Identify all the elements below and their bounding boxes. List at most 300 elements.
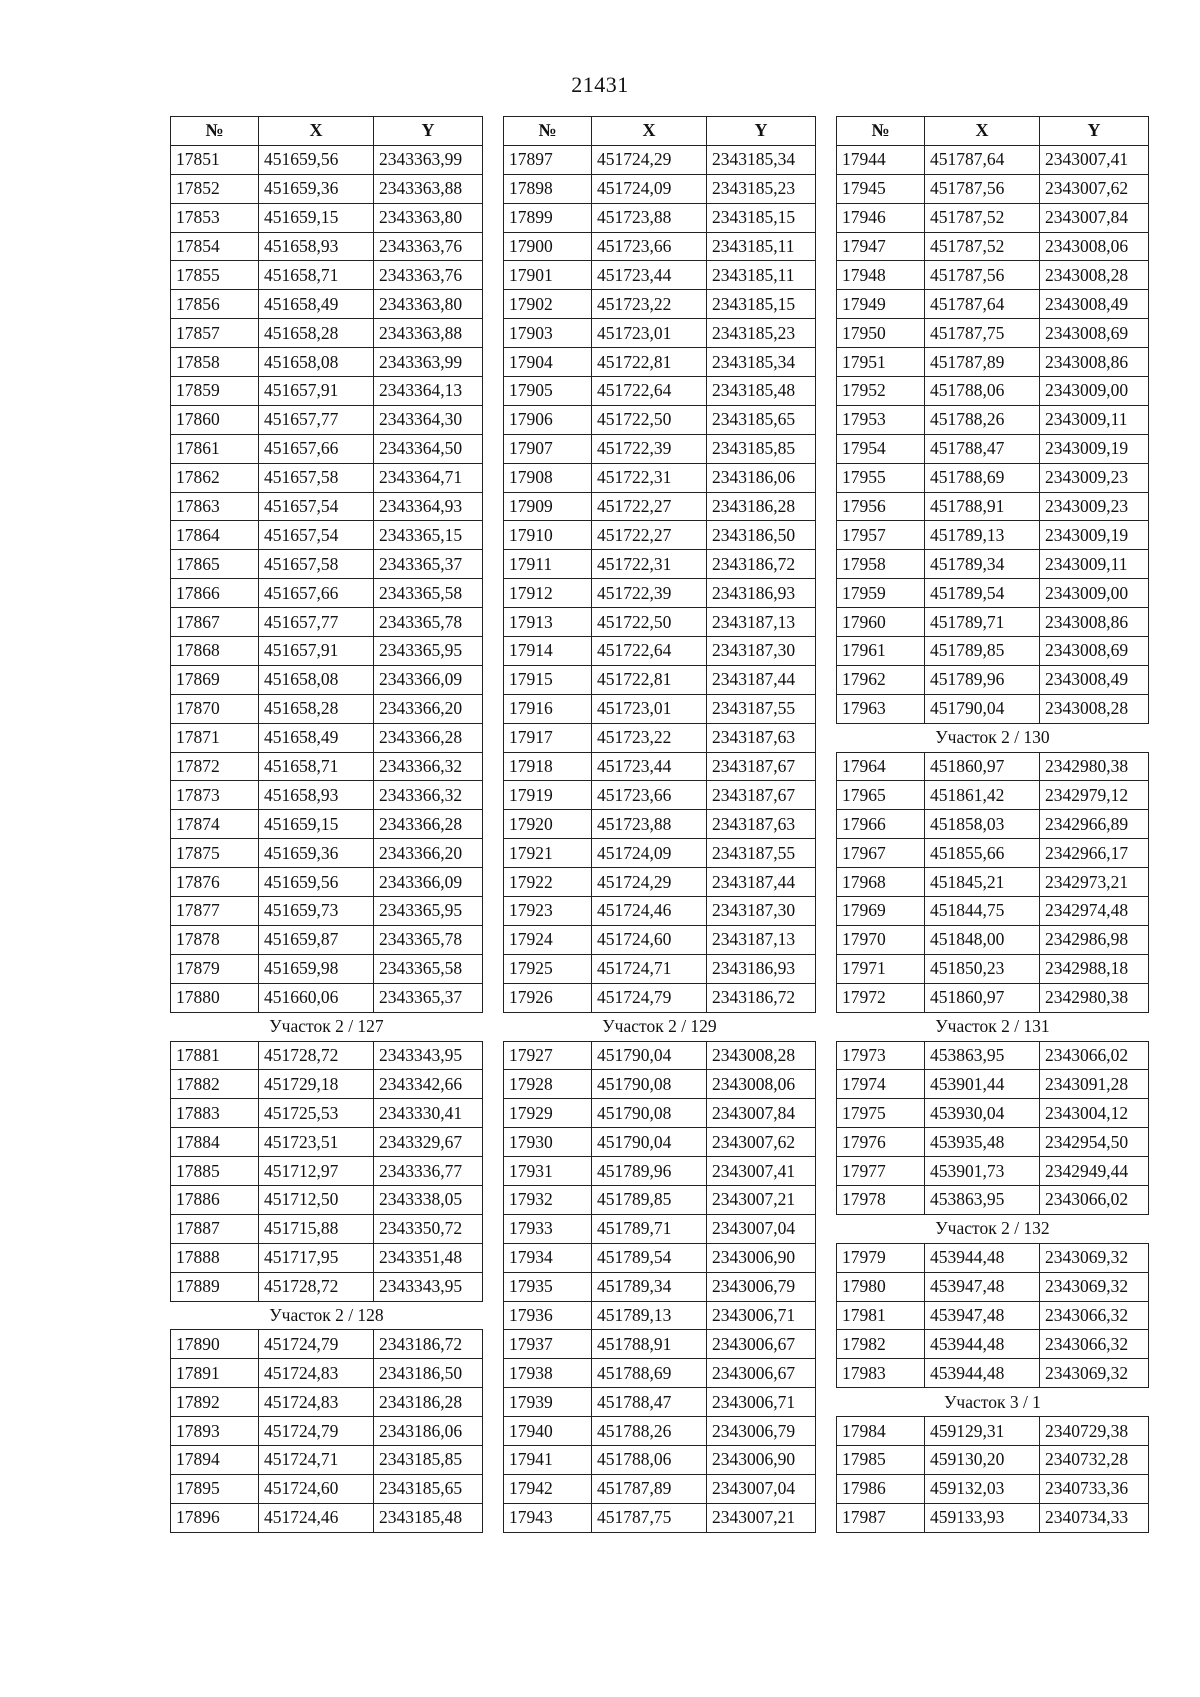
table-row — [171, 1330, 483, 1359]
point-number: 17937 — [504, 1330, 592, 1359]
y-coordinate: 2343365,15 — [374, 521, 483, 550]
point-number: 17855 — [171, 261, 259, 290]
x-coordinate: 453944,48 — [925, 1359, 1040, 1388]
x-coordinate: 451723,88 — [592, 203, 707, 232]
table-row — [171, 377, 483, 406]
x-coordinate: 451660,06 — [259, 983, 374, 1012]
x-coordinate: 451659,87 — [259, 925, 374, 954]
y-coordinate: 2343187,44 — [707, 868, 816, 897]
point-number: 17958 — [837, 550, 925, 579]
point-number: 17858 — [171, 348, 259, 377]
x-coordinate: 451659,73 — [259, 897, 374, 926]
x-coordinate: 451722,39 — [592, 434, 707, 463]
x-coordinate: 451788,91 — [925, 492, 1040, 521]
table-row — [504, 1041, 816, 1070]
table-row — [837, 550, 1149, 579]
x-coordinate: 451659,15 — [259, 810, 374, 839]
table-row — [837, 434, 1149, 463]
table-row — [837, 1041, 1149, 1070]
point-number: 17931 — [504, 1157, 592, 1186]
table-row — [504, 983, 816, 1012]
point-number: 17986 — [837, 1474, 925, 1503]
x-coordinate: 451712,97 — [259, 1157, 374, 1186]
x-coordinate: 451789,71 — [925, 608, 1040, 637]
y-coordinate: 2343185,23 — [707, 174, 816, 203]
point-number: 17943 — [504, 1503, 592, 1532]
y-coordinate: 2343006,67 — [707, 1330, 816, 1359]
x-coordinate: 451722,50 — [592, 405, 707, 434]
header-row — [171, 117, 483, 146]
y-coordinate: 2343186,50 — [707, 521, 816, 550]
table-row — [837, 868, 1149, 897]
table-row — [171, 174, 483, 203]
point-number: 17907 — [504, 434, 592, 463]
point-number: 17951 — [837, 348, 925, 377]
y-coordinate: 2343364,71 — [374, 463, 483, 492]
y-coordinate: 2340733,36 — [1040, 1474, 1149, 1503]
point-number: 17910 — [504, 521, 592, 550]
x-coordinate: 451657,54 — [259, 521, 374, 550]
point-number: 17916 — [504, 694, 592, 723]
y-coordinate: 2343187,67 — [707, 752, 816, 781]
x-coordinate: 451722,31 — [592, 550, 707, 579]
point-number: 17961 — [837, 637, 925, 666]
x-coordinate: 451659,98 — [259, 954, 374, 983]
x-coordinate: 451787,52 — [925, 203, 1040, 232]
y-coordinate: 2343364,93 — [374, 492, 483, 521]
x-coordinate: 451788,69 — [925, 463, 1040, 492]
point-number: 17863 — [171, 492, 259, 521]
table-row — [171, 1445, 483, 1474]
table-row — [171, 348, 483, 377]
x-coordinate: 451722,64 — [592, 377, 707, 406]
y-coordinate: 2340734,33 — [1040, 1503, 1149, 1532]
point-number: 17944 — [837, 145, 925, 174]
section-row — [837, 1012, 1149, 1041]
point-number: 17954 — [837, 434, 925, 463]
x-coordinate: 451658,08 — [259, 665, 374, 694]
table-row — [837, 781, 1149, 810]
table-row — [837, 954, 1149, 983]
x-coordinate: 451724,60 — [259, 1474, 374, 1503]
x-coordinate: 451659,15 — [259, 203, 374, 232]
point-number: 17885 — [171, 1157, 259, 1186]
x-coordinate: 451787,64 — [925, 290, 1040, 319]
x-coordinate: 451659,36 — [259, 174, 374, 203]
point-number: 17877 — [171, 897, 259, 926]
y-coordinate: 2343365,37 — [374, 550, 483, 579]
y-coordinate: 2343365,95 — [374, 897, 483, 926]
header-x: X — [259, 117, 374, 146]
x-coordinate: 453930,04 — [925, 1099, 1040, 1128]
section-title: Участок 2 / 129 — [504, 1012, 816, 1041]
section-title: Участок 2 / 131 — [837, 1012, 1149, 1041]
table-row — [837, 290, 1149, 319]
y-coordinate: 2343187,13 — [707, 925, 816, 954]
x-coordinate: 451724,29 — [592, 868, 707, 897]
table-row — [837, 521, 1149, 550]
y-coordinate: 2342973,21 — [1040, 868, 1149, 897]
table-row — [837, 1417, 1149, 1446]
table-row — [504, 925, 816, 954]
table-row — [171, 868, 483, 897]
table-row — [171, 1388, 483, 1417]
x-coordinate: 451788,91 — [592, 1330, 707, 1359]
y-coordinate: 2343009,23 — [1040, 492, 1149, 521]
point-number: 17936 — [504, 1301, 592, 1330]
x-coordinate: 451657,58 — [259, 463, 374, 492]
table-row — [171, 608, 483, 637]
x-coordinate: 451860,97 — [925, 983, 1040, 1012]
y-coordinate: 2343008,06 — [707, 1070, 816, 1099]
x-coordinate: 451789,96 — [592, 1157, 707, 1186]
point-number: 17971 — [837, 954, 925, 983]
x-coordinate: 451788,26 — [925, 405, 1040, 434]
table-row — [837, 405, 1149, 434]
point-number: 17972 — [837, 983, 925, 1012]
x-coordinate: 451723,44 — [592, 261, 707, 290]
y-coordinate: 2343363,80 — [374, 290, 483, 319]
y-coordinate: 2343186,72 — [707, 550, 816, 579]
point-number: 17869 — [171, 665, 259, 694]
y-coordinate: 2342966,89 — [1040, 810, 1149, 839]
x-coordinate: 451858,03 — [925, 810, 1040, 839]
point-number: 17905 — [504, 377, 592, 406]
point-number: 17890 — [171, 1330, 259, 1359]
y-coordinate: 2343066,32 — [1040, 1330, 1149, 1359]
x-coordinate: 451658,71 — [259, 261, 374, 290]
y-coordinate: 2343187,30 — [707, 897, 816, 926]
x-coordinate: 451788,47 — [592, 1388, 707, 1417]
section-title: Участок 2 / 127 — [171, 1012, 483, 1041]
point-number: 17915 — [504, 665, 592, 694]
y-coordinate: 2343185,15 — [707, 203, 816, 232]
y-coordinate: 2343187,44 — [707, 665, 816, 694]
point-number: 17964 — [837, 752, 925, 781]
y-coordinate: 2343185,23 — [707, 319, 816, 348]
y-coordinate: 2342949,44 — [1040, 1157, 1149, 1186]
table-row — [504, 1099, 816, 1128]
y-coordinate: 2343363,80 — [374, 203, 483, 232]
point-number: 17913 — [504, 608, 592, 637]
y-coordinate: 2342954,50 — [1040, 1128, 1149, 1157]
point-number: 17974 — [837, 1070, 925, 1099]
point-number: 17851 — [171, 145, 259, 174]
point-number: 17932 — [504, 1185, 592, 1214]
table-row — [504, 492, 816, 521]
table-row — [504, 1359, 816, 1388]
point-number: 17874 — [171, 810, 259, 839]
x-coordinate: 459133,93 — [925, 1503, 1040, 1532]
section-row — [837, 723, 1149, 752]
table-row — [837, 925, 1149, 954]
x-coordinate: 451658,93 — [259, 232, 374, 261]
point-number: 17859 — [171, 377, 259, 406]
y-coordinate: 2343004,12 — [1040, 1099, 1149, 1128]
table-row — [171, 1272, 483, 1301]
y-coordinate: 2343329,67 — [374, 1128, 483, 1157]
x-coordinate: 451657,91 — [259, 637, 374, 666]
table-row — [171, 1128, 483, 1157]
y-coordinate: 2343008,49 — [1040, 290, 1149, 319]
x-coordinate: 451789,85 — [592, 1185, 707, 1214]
page-number: 21431 — [571, 72, 629, 97]
point-number: 17891 — [171, 1359, 259, 1388]
y-coordinate: 2343338,05 — [374, 1185, 483, 1214]
section-row — [171, 1301, 483, 1330]
table-row — [504, 232, 816, 261]
table-row — [171, 434, 483, 463]
coordinates-table-2 — [503, 116, 815, 1533]
table-row — [171, 781, 483, 810]
x-coordinate: 451790,04 — [592, 1041, 707, 1070]
table-row — [837, 752, 1149, 781]
y-coordinate: 2343366,28 — [374, 723, 483, 752]
point-number: 17977 — [837, 1157, 925, 1186]
y-coordinate: 2343187,30 — [707, 637, 816, 666]
point-number: 17888 — [171, 1243, 259, 1272]
y-coordinate: 2343186,72 — [707, 983, 816, 1012]
table-row — [837, 232, 1149, 261]
x-coordinate: 451722,31 — [592, 463, 707, 492]
x-coordinate: 451724,46 — [592, 897, 707, 926]
x-coordinate: 451789,96 — [925, 665, 1040, 694]
x-coordinate: 451788,26 — [592, 1417, 707, 1446]
y-coordinate: 2343185,15 — [707, 290, 816, 319]
x-coordinate: 451787,56 — [925, 174, 1040, 203]
y-coordinate: 2343187,67 — [707, 781, 816, 810]
y-coordinate: 2343363,88 — [374, 319, 483, 348]
y-coordinate: 2343363,99 — [374, 348, 483, 377]
x-coordinate: 451717,95 — [259, 1243, 374, 1272]
x-coordinate: 451657,66 — [259, 434, 374, 463]
y-coordinate: 2343364,50 — [374, 434, 483, 463]
header-x: X — [592, 117, 707, 146]
x-coordinate: 451723,44 — [592, 752, 707, 781]
table-row — [837, 1301, 1149, 1330]
coordinates-table — [170, 116, 483, 1533]
y-coordinate: 2343185,48 — [707, 377, 816, 406]
point-number: 17975 — [837, 1099, 925, 1128]
table-row — [837, 983, 1149, 1012]
x-coordinate: 451657,91 — [259, 377, 374, 406]
table-row — [837, 1128, 1149, 1157]
x-coordinate: 451844,75 — [925, 897, 1040, 926]
header-x: X — [925, 117, 1040, 146]
x-coordinate: 451724,09 — [592, 839, 707, 868]
point-number: 17976 — [837, 1128, 925, 1157]
header-number: № — [504, 117, 592, 146]
point-number: 17854 — [171, 232, 259, 261]
y-coordinate: 2343066,02 — [1040, 1041, 1149, 1070]
point-number: 17947 — [837, 232, 925, 261]
y-coordinate: 2343009,19 — [1040, 521, 1149, 550]
point-number: 17942 — [504, 1474, 592, 1503]
y-coordinate: 2343006,90 — [707, 1445, 816, 1474]
x-coordinate: 451850,23 — [925, 954, 1040, 983]
point-number: 17924 — [504, 925, 592, 954]
x-coordinate: 453944,48 — [925, 1330, 1040, 1359]
table-row — [504, 1185, 816, 1214]
x-coordinate: 451658,93 — [259, 781, 374, 810]
x-coordinate: 451789,85 — [925, 637, 1040, 666]
y-coordinate: 2340729,38 — [1040, 1417, 1149, 1446]
x-coordinate: 451861,42 — [925, 781, 1040, 810]
x-coordinate: 451855,66 — [925, 839, 1040, 868]
y-coordinate: 2343351,48 — [374, 1243, 483, 1272]
x-coordinate: 451728,72 — [259, 1041, 374, 1070]
section-title: Участок 2 / 128 — [171, 1301, 483, 1330]
x-coordinate: 451860,97 — [925, 752, 1040, 781]
y-coordinate: 2343186,93 — [707, 579, 816, 608]
x-coordinate: 459132,03 — [925, 1474, 1040, 1503]
y-coordinate: 2343343,95 — [374, 1041, 483, 1070]
x-coordinate: 451657,58 — [259, 550, 374, 579]
point-number: 17871 — [171, 723, 259, 752]
x-coordinate: 451722,39 — [592, 579, 707, 608]
point-number: 17902 — [504, 290, 592, 319]
point-number: 17919 — [504, 781, 592, 810]
point-number: 17920 — [504, 810, 592, 839]
point-number: 17968 — [837, 868, 925, 897]
table-row — [837, 463, 1149, 492]
point-number: 17861 — [171, 434, 259, 463]
y-coordinate: 2342974,48 — [1040, 897, 1149, 926]
y-coordinate: 2343008,49 — [1040, 665, 1149, 694]
table-row — [504, 897, 816, 926]
point-number: 17953 — [837, 405, 925, 434]
y-coordinate: 2343350,72 — [374, 1214, 483, 1243]
point-number: 17862 — [171, 463, 259, 492]
table-row — [837, 810, 1149, 839]
table-row — [171, 1157, 483, 1186]
point-number: 17967 — [837, 839, 925, 868]
y-coordinate: 2343008,69 — [1040, 319, 1149, 348]
table-row — [504, 145, 816, 174]
x-coordinate: 451723,88 — [592, 810, 707, 839]
y-coordinate: 2343186,28 — [374, 1388, 483, 1417]
x-coordinate: 451724,71 — [259, 1445, 374, 1474]
x-coordinate: 451789,54 — [925, 579, 1040, 608]
point-number: 17980 — [837, 1272, 925, 1301]
y-coordinate: 2343365,58 — [374, 954, 483, 983]
point-number: 17906 — [504, 405, 592, 434]
point-number: 17895 — [171, 1474, 259, 1503]
y-coordinate: 2343091,28 — [1040, 1070, 1149, 1099]
point-number: 17939 — [504, 1388, 592, 1417]
x-coordinate: 459129,31 — [925, 1417, 1040, 1446]
point-number: 17901 — [504, 261, 592, 290]
x-coordinate: 451723,01 — [592, 694, 707, 723]
y-coordinate: 2343007,84 — [1040, 203, 1149, 232]
header-y: Y — [374, 117, 483, 146]
y-coordinate: 2343185,85 — [707, 434, 816, 463]
x-coordinate: 451789,13 — [925, 521, 1040, 550]
y-coordinate: 2340732,28 — [1040, 1445, 1149, 1474]
table-row — [837, 1243, 1149, 1272]
y-coordinate: 2343009,19 — [1040, 434, 1149, 463]
y-coordinate: 2343007,41 — [1040, 145, 1149, 174]
table-row — [837, 1185, 1149, 1214]
table-row — [171, 579, 483, 608]
y-coordinate: 2343365,58 — [374, 579, 483, 608]
table-row — [171, 521, 483, 550]
point-number: 17946 — [837, 203, 925, 232]
point-number: 17926 — [504, 983, 592, 1012]
table-row — [504, 290, 816, 319]
point-number: 17952 — [837, 377, 925, 406]
y-coordinate: 2343008,06 — [1040, 232, 1149, 261]
table-row — [504, 579, 816, 608]
y-coordinate: 2343066,02 — [1040, 1185, 1149, 1214]
y-coordinate: 2343336,77 — [374, 1157, 483, 1186]
point-number: 17875 — [171, 839, 259, 868]
table-row — [837, 1330, 1149, 1359]
point-number: 17866 — [171, 579, 259, 608]
y-coordinate: 2343066,32 — [1040, 1301, 1149, 1330]
table-row — [837, 665, 1149, 694]
x-coordinate: 451789,13 — [592, 1301, 707, 1330]
table-row — [504, 1445, 816, 1474]
x-coordinate: 451657,77 — [259, 608, 374, 637]
y-coordinate: 2342986,98 — [1040, 925, 1149, 954]
x-coordinate: 451723,66 — [592, 232, 707, 261]
point-number: 17923 — [504, 897, 592, 926]
x-coordinate: 451787,75 — [925, 319, 1040, 348]
coordinates-table-1 — [170, 116, 482, 1533]
x-coordinate: 451848,00 — [925, 925, 1040, 954]
point-number: 17867 — [171, 608, 259, 637]
point-number: 17985 — [837, 1445, 925, 1474]
y-coordinate: 2343009,23 — [1040, 463, 1149, 492]
y-coordinate: 2343363,88 — [374, 174, 483, 203]
table-row — [504, 781, 816, 810]
point-number: 17925 — [504, 954, 592, 983]
point-number: 17889 — [171, 1272, 259, 1301]
point-number: 17912 — [504, 579, 592, 608]
point-number: 17959 — [837, 579, 925, 608]
table-row — [504, 839, 816, 868]
point-number: 17981 — [837, 1301, 925, 1330]
point-number: 17873 — [171, 781, 259, 810]
x-coordinate: 451724,79 — [592, 983, 707, 1012]
point-number: 17927 — [504, 1041, 592, 1070]
y-coordinate: 2343365,78 — [374, 608, 483, 637]
y-coordinate: 2343008,86 — [1040, 608, 1149, 637]
x-coordinate: 451787,89 — [925, 348, 1040, 377]
table-row — [504, 174, 816, 203]
point-number: 17965 — [837, 781, 925, 810]
point-number: 17935 — [504, 1272, 592, 1301]
table-row — [171, 1099, 483, 1128]
table-row — [504, 348, 816, 377]
y-coordinate: 2343069,32 — [1040, 1359, 1149, 1388]
y-coordinate: 2343006,71 — [707, 1388, 816, 1417]
coordinates-table — [503, 116, 816, 1533]
table-row — [504, 521, 816, 550]
table-row — [171, 1070, 483, 1099]
point-number: 17865 — [171, 550, 259, 579]
table-row — [171, 637, 483, 666]
point-number: 17899 — [504, 203, 592, 232]
table-row — [837, 348, 1149, 377]
x-coordinate: 453947,48 — [925, 1301, 1040, 1330]
point-number: 17970 — [837, 925, 925, 954]
x-coordinate: 451729,18 — [259, 1070, 374, 1099]
x-coordinate: 451790,08 — [592, 1099, 707, 1128]
x-coordinate: 451659,56 — [259, 145, 374, 174]
table-row — [837, 377, 1149, 406]
